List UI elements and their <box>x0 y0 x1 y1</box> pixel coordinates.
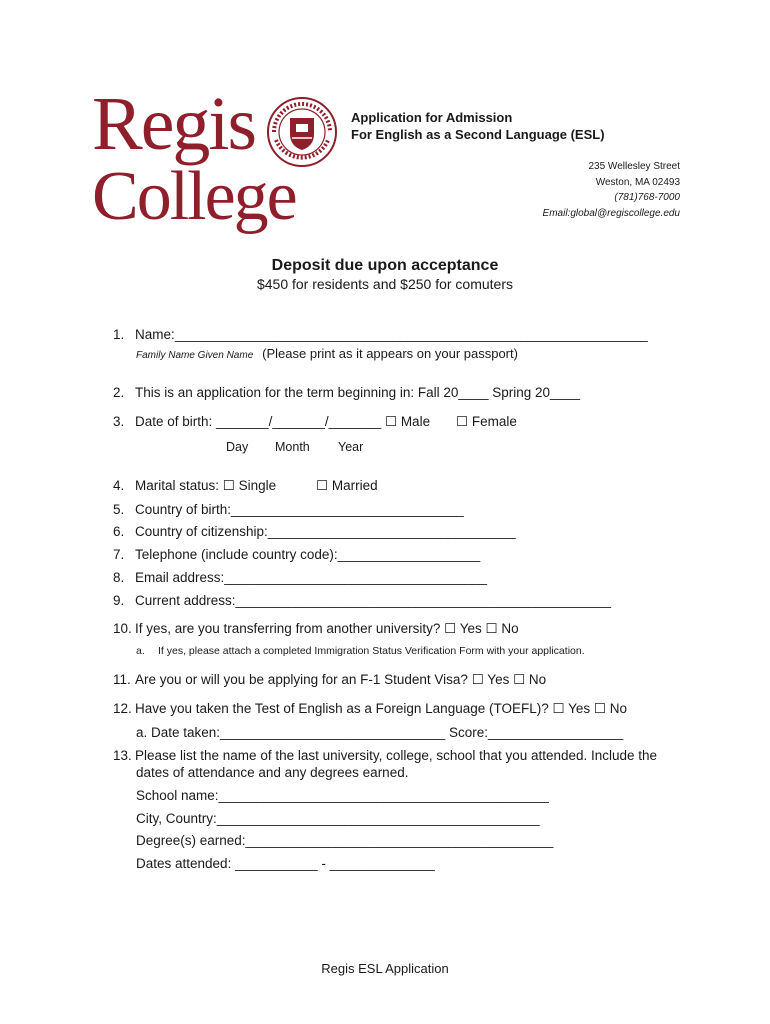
deposit-heading: Deposit due upon acceptance <box>271 257 499 274</box>
question-13 <box>113 748 657 763</box>
degree-field[interactable]: Degree(s) earned:_________________________________________ <box>136 833 554 848</box>
question-number: 6. <box>113 524 125 539</box>
city-country-field[interactable]: City, Country:___________________________________________ <box>136 811 540 826</box>
address-email: Email:global@regiscollege.edu <box>542 208 680 219</box>
question-3 <box>113 414 430 430</box>
term-field[interactable]: This is an application for the term beginning in: Fall 20____ Spring 20____ <box>135 385 581 400</box>
email-field[interactable]: Email address:___________________________________ <box>135 570 488 585</box>
question-9 <box>113 593 611 608</box>
toefl-date-score-field[interactable]: a. Date taken:______________________________ Score:__________________ <box>136 725 624 740</box>
birth-country-field[interactable]: Country of birth:_______________________________ <box>135 502 464 517</box>
form-title: Application for Admission <box>351 110 513 125</box>
question-number: 13. <box>113 748 132 763</box>
month-label: Month <box>275 440 310 454</box>
address-phone: (781)768-7000 <box>614 192 680 203</box>
single-checkbox[interactable]: Marital status: ☐ Single <box>135 478 277 493</box>
question-11 <box>113 672 546 688</box>
question-4 <box>113 478 276 494</box>
citizenship-field[interactable]: Country of citizenship:_________________________________ <box>135 524 516 539</box>
name-order-hint: Family Name Given Name <box>136 350 254 361</box>
logo-regis: Regis <box>92 82 256 166</box>
question-number: 3. <box>113 414 125 429</box>
logo-college: College <box>92 158 296 235</box>
school-name-field[interactable]: School name:____________________________________________ <box>136 788 549 803</box>
transfer-checkboxes[interactable]: If yes, are you transferring from another university? ☐ Yes ☐ No <box>135 621 519 636</box>
telephone-field[interactable]: Telephone (include country code):___________________ <box>135 547 481 562</box>
toefl-checkboxes[interactable]: Have you taken the Test of English as a Foreign Language (TOEFL)? ☐ Yes ☐ No <box>135 701 627 716</box>
dates-attended-field[interactable]: Dates attended: ___________ - ______________ <box>136 856 435 871</box>
name-field[interactable]: Name:_______________________________________________________________ <box>135 327 648 342</box>
question-number: 1. <box>113 327 125 342</box>
question-7 <box>113 547 480 562</box>
deposit-amount: $450 for residents and $250 for comuters <box>256 276 514 292</box>
last-school-prompt: Please list the name of the last university, college, school that you attended. Include the <box>135 748 658 763</box>
question-5 <box>113 502 464 517</box>
question-1 <box>113 327 648 342</box>
question-number: 11. <box>113 672 131 687</box>
birthdate-field[interactable]: Date of birth: _______/_______/_______ ☐ Male <box>135 414 431 429</box>
question-number: 8. <box>113 570 125 585</box>
question-8 <box>113 570 487 585</box>
page-footer: Regis ESL Application <box>321 961 449 976</box>
question-number: 7. <box>113 547 125 562</box>
question-10 <box>113 621 519 637</box>
married-checkbox[interactable]: ☐ Married <box>316 478 378 493</box>
year-label: Year <box>338 440 364 454</box>
question-10a <box>136 645 585 657</box>
sub-item-label: a. <box>136 645 145 657</box>
college-seal-icon <box>266 96 338 168</box>
transfer-note: If yes, please attach a completed Immigration Status Verification Form with your application. <box>158 645 585 657</box>
question-number: 9. <box>113 593 125 608</box>
question-6 <box>113 524 516 539</box>
question-2 <box>113 385 580 400</box>
question-number: 2. <box>113 385 125 400</box>
visa-checkboxes[interactable]: Are you or will you be applying for an F-1 Student Visa? ☐ Yes ☐ No <box>135 672 547 687</box>
address-city: Weston, MA 02493 <box>595 177 680 188</box>
passport-hint: (Please print as it appears on your passport) <box>262 346 518 361</box>
female-checkbox[interactable]: ☐ Female <box>456 414 517 429</box>
question-12 <box>113 701 627 717</box>
question-number: 4. <box>113 478 125 493</box>
address-field[interactable]: Current address:__________________________________________________ <box>135 593 611 608</box>
question-number: 12. <box>113 701 132 716</box>
question-number: 10. <box>113 621 132 636</box>
form-subtitle: For English as a Second Language (ESL) <box>351 127 605 142</box>
question-1-sub <box>136 345 518 363</box>
last-school-prompt-2: dates of attendance and any degrees earned. <box>136 765 409 780</box>
address-street: 235 Wellesley Street <box>588 161 680 172</box>
day-label: Day <box>226 440 249 454</box>
question-number: 5. <box>113 502 125 517</box>
